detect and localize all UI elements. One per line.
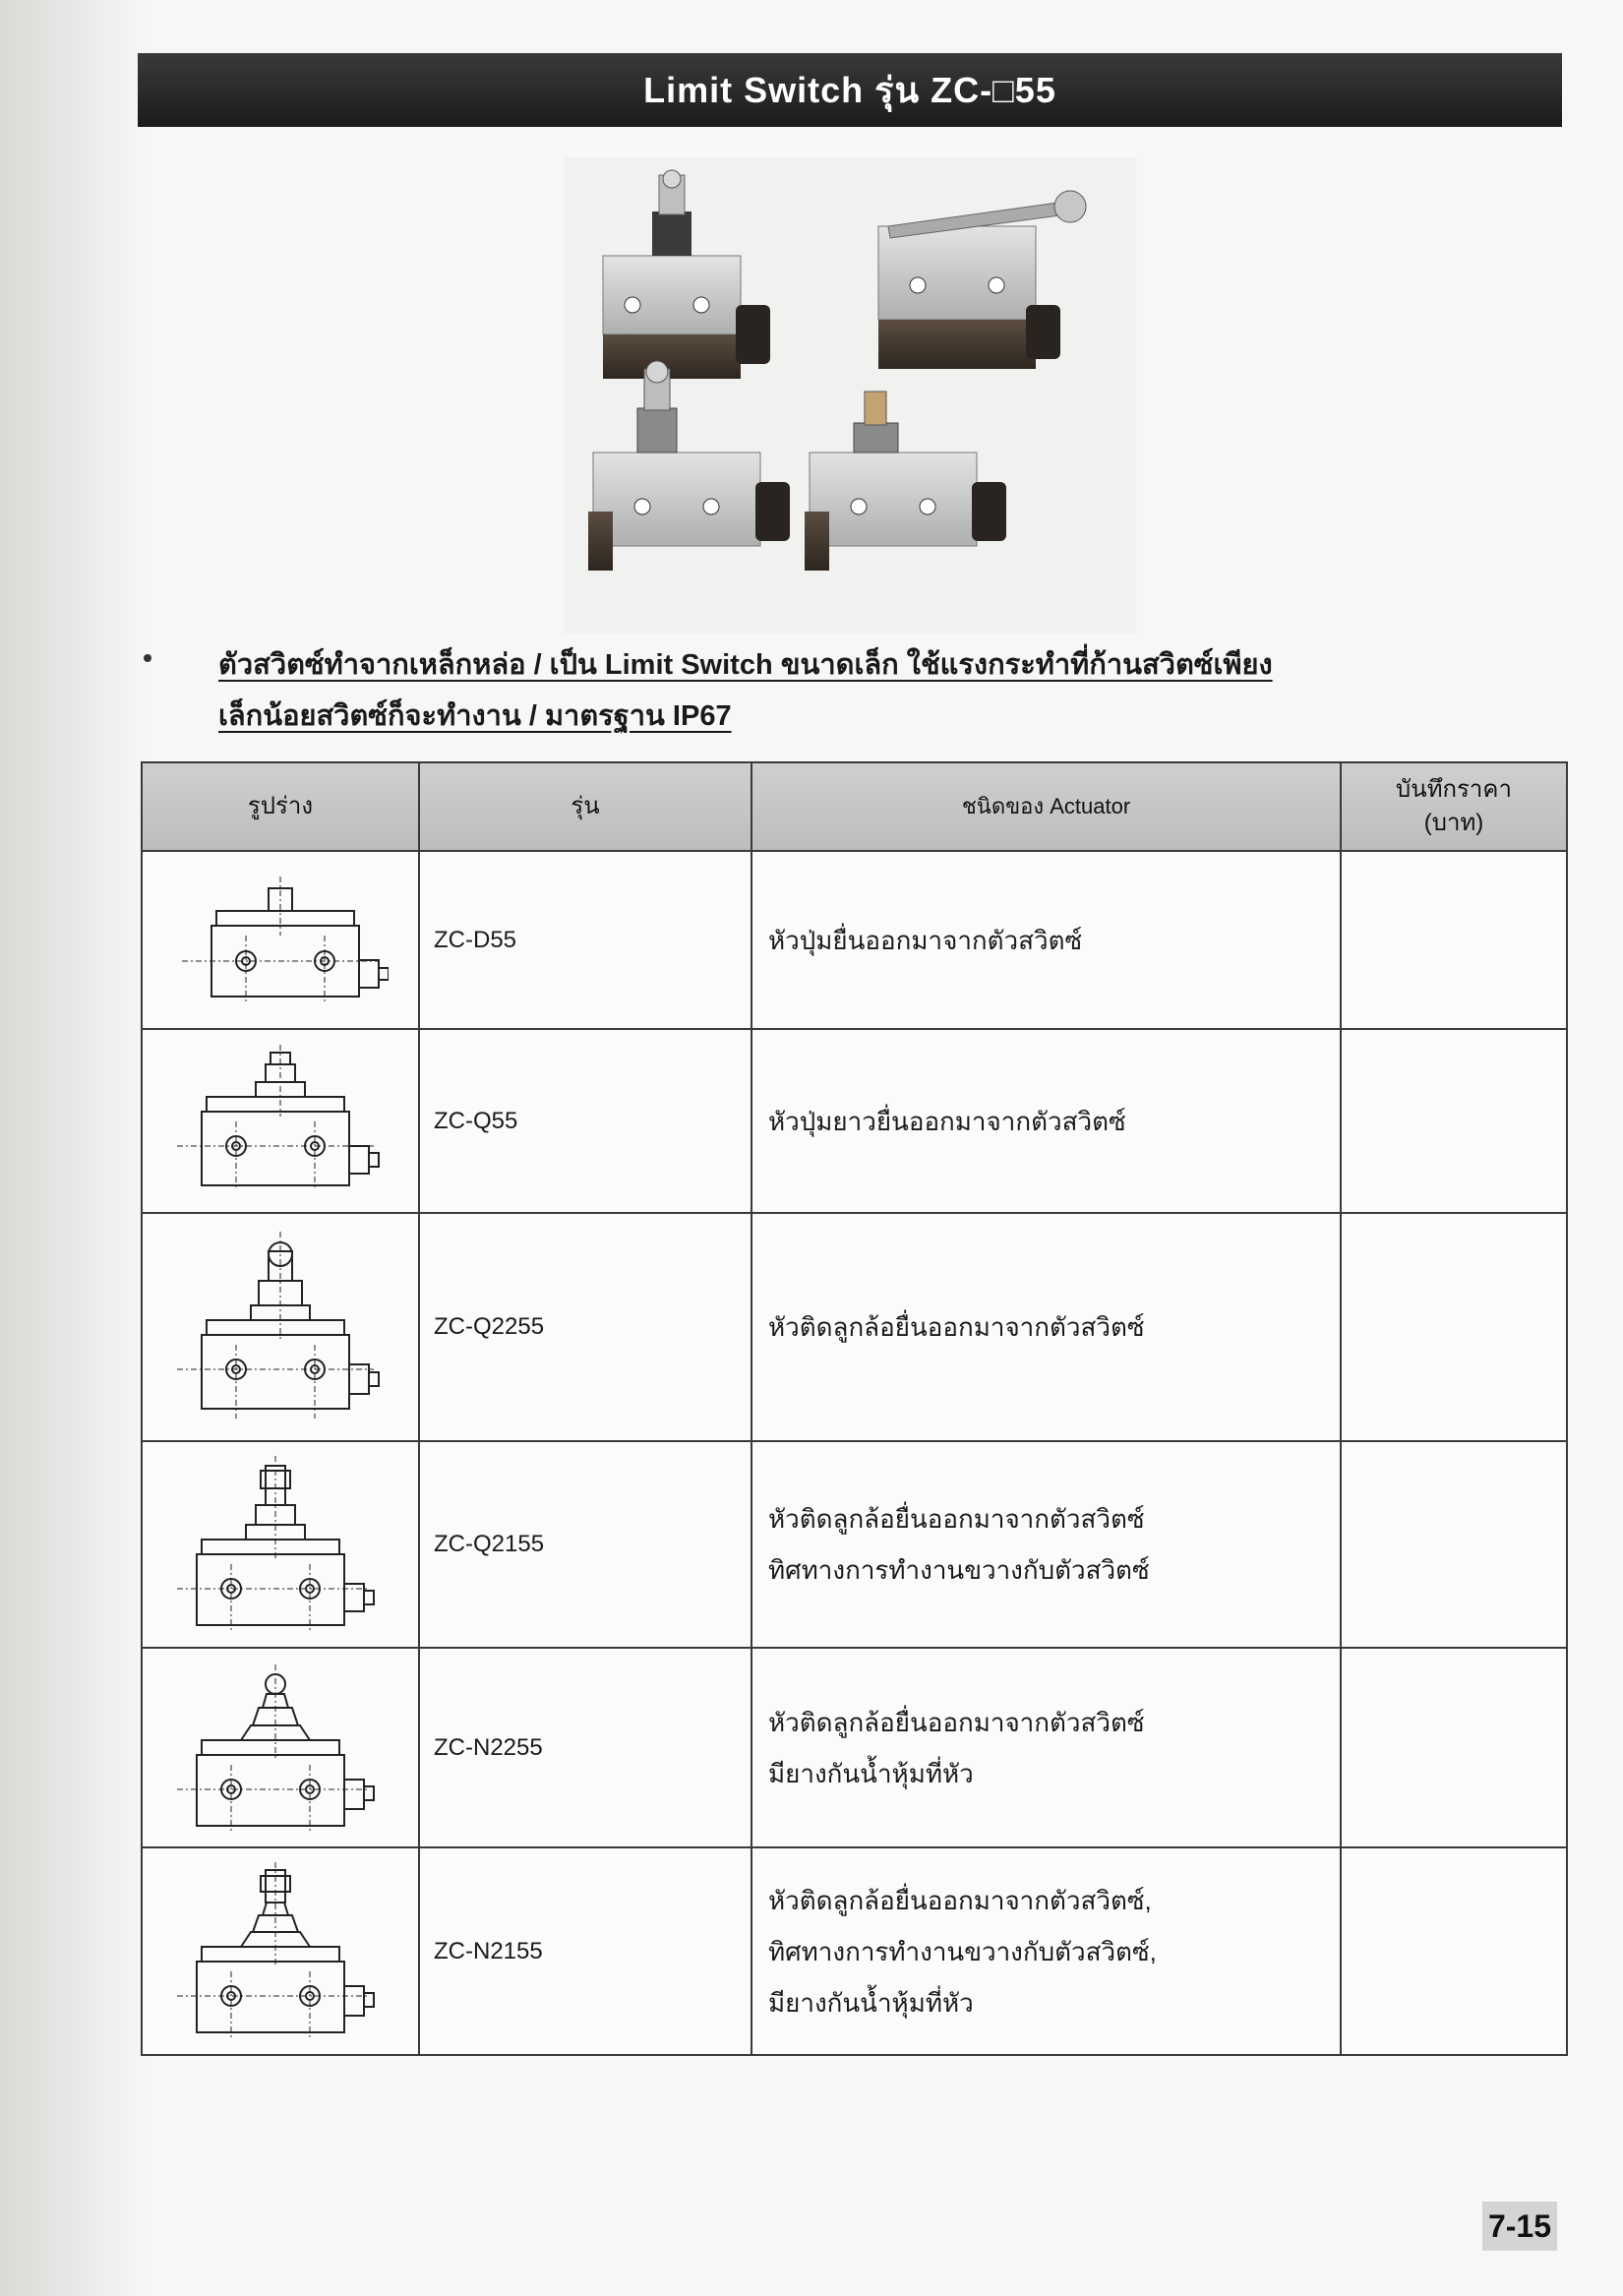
table-header-row xyxy=(142,762,1567,851)
switch-drawing-q2155 xyxy=(172,1451,389,1638)
header-price xyxy=(1341,762,1567,851)
page-number: 7-15 xyxy=(1482,2202,1557,2251)
table-row xyxy=(142,1648,1567,1847)
spec-table xyxy=(141,761,1568,2056)
actuator-cell xyxy=(751,1441,1341,1648)
actuator-line: หัวปุ่มยื่นออกมาจากตัวสวิตซ์ xyxy=(768,925,1083,955)
switch-drawing-q55 xyxy=(172,1043,389,1200)
price-cell xyxy=(1341,1213,1567,1441)
bullet-dot xyxy=(144,654,151,662)
actuator-line: ทิศทางการทำงานขวางกับตัวสวิตซ์ xyxy=(768,1555,1150,1585)
table-row xyxy=(142,1441,1567,1648)
actuator-line: หัวติดลูกล้อยื่นออกมาจากตัวสวิตซ์ xyxy=(768,1312,1145,1342)
title-bar xyxy=(138,53,1562,127)
switch-drawing-n2255 xyxy=(172,1657,389,1839)
table-row xyxy=(142,1213,1567,1441)
table-row xyxy=(142,851,1567,1029)
table-row xyxy=(142,1029,1567,1213)
intro-line-1: ตัวสวิตซ์ทำจากเหล็กหล่อ / เป็น Limit Switch ขนาดเล็ก ใช้แรงกระทำที่ก้านสวิตซ์เพียง xyxy=(218,649,1273,681)
product-photo xyxy=(564,157,1136,634)
actuator-cell xyxy=(751,851,1341,1029)
switch-drawing-d55 xyxy=(172,867,389,1014)
actuator-cell xyxy=(751,1213,1341,1441)
actuator-line: หัวติดลูกล้อยื่นออกมาจากตัวสวิตซ์ xyxy=(768,1707,1145,1737)
actuator-line: หัวติดลูกล้อยื่นออกมาจากตัวสวิตซ์, xyxy=(768,1885,1152,1915)
shape-cell xyxy=(142,1648,419,1847)
shape-cell xyxy=(142,1029,419,1213)
actuator-line: มียางกันน้ำหุ้มที่หัว xyxy=(768,1987,974,2018)
model-cell: ZC-Q2155 xyxy=(419,1441,751,1648)
actuator-line: ทิศทางการทำงานขวางกับตัวสวิตซ์, xyxy=(768,1936,1157,1966)
actuator-line: หัวติดลูกล้อยื่นออกมาจากตัวสวิตซ์ xyxy=(768,1504,1145,1534)
intro-line-2: เล็กน้อยสวิตซ์ก็จะทำงาน / มาตรฐาน IP67 xyxy=(218,700,732,732)
model-cell: ZC-Q2255 xyxy=(419,1213,751,1441)
product-intro xyxy=(218,639,1536,742)
header-shape: รูปร่าง xyxy=(142,762,419,851)
page-title: Limit Switch รุ่น ZC-□55 xyxy=(643,70,1056,110)
price-cell xyxy=(1341,1441,1567,1648)
actuator-cell xyxy=(751,1648,1341,1847)
shape-cell xyxy=(142,851,419,1029)
scan-edge-shadow xyxy=(0,0,148,2296)
table-row xyxy=(142,1847,1567,2055)
price-cell xyxy=(1341,1847,1567,2055)
header-model: รุ่น xyxy=(419,762,751,851)
actuator-cell xyxy=(751,1847,1341,2055)
shape-cell xyxy=(142,1847,419,2055)
price-cell xyxy=(1341,851,1567,1029)
shape-cell xyxy=(142,1213,419,1441)
actuator-line: มียางกันน้ำหุ้มที่หัว xyxy=(768,1758,974,1788)
switch-drawing-n2155 xyxy=(172,1858,389,2045)
model-cell: ZC-D55 xyxy=(419,851,751,1029)
shape-cell xyxy=(142,1441,419,1648)
switch-drawing-q2255 xyxy=(172,1227,389,1428)
model-cell: ZC-N2255 xyxy=(419,1648,751,1847)
header-price-line-1: บันทึกราคา xyxy=(1396,776,1512,803)
model-cell: ZC-N2155 xyxy=(419,1847,751,2055)
header-actuator: ชนิดของ Actuator xyxy=(751,762,1341,851)
actuator-cell xyxy=(751,1029,1341,1213)
actuator-line: หัวปุ่มยาวยื่นออกมาจากตัวสวิตซ์ xyxy=(768,1106,1126,1136)
price-cell xyxy=(1341,1648,1567,1847)
model-cell: ZC-Q55 xyxy=(419,1029,751,1213)
price-cell xyxy=(1341,1029,1567,1213)
header-price-line-2: (บาท) xyxy=(1423,810,1484,836)
